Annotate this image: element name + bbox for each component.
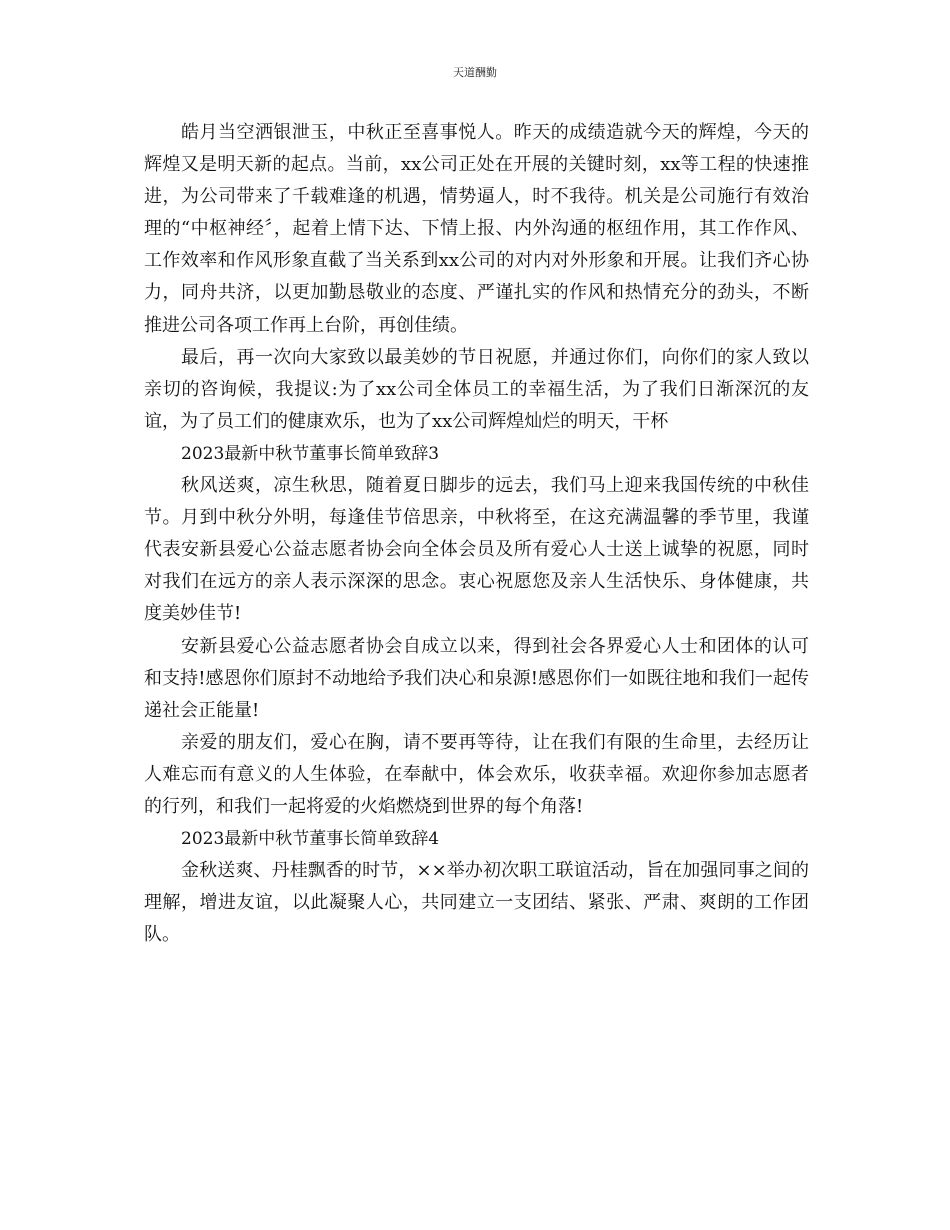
section-heading: 2023最新中秋节董事长简单致辞4 [181,829,440,850]
paragraph: 安新县爱心公益志愿者协会自成立以来，得到社会各界爱心人士和团体的认可和支持!感恩你们原封不动地给予我们决心和泉源!感恩你们一如既往地和我们一起传递社会正能量! [144,635,809,721]
paragraph: 皓月当空洒银泄玉，中秋正至喜事悦人。昨天的成绩造就今天的辉煌，今天的辉煌又是明天新的起点。当前，xx公司正处在开展的关键时刻，xx等工程的快速推进，为公司带来了千载难逢的机遇，情势逼人，时不我待。机关是公司施行有效治理的“中枢神经〞，起着上情下达、下情上报、内外沟通的枢纽作用，其工作作风、工作效率和作风形象直截了当关系到xx公司的对内对外形象和开展。让我们齐心协力，同舟共济，以更加勤恳敬业的态度、严谨扎实的作风和热情充分的劲头，不断推进公司各项工作再上台阶，再创佳绩。 [144,122,809,336]
paragraph: 最后，再一次向大家致以最美妙的节日祝愿，并通过你们，向你们的家人致以亲切的咨询候，我提议:为了xx公司全体员工的幸福生活，为了我们日渐深沉的友谊，为了员工们的健康欢乐，也为了xx公司辉煌灿烂的明天，干杯 [144,346,809,432]
page-header: 天道酬勤 [453,66,497,79]
paragraph: 金秋送爽、丹桂飘香的时节，××举办初次职工联谊活动，旨在加强同事之间的理解，增进友谊，以此凝聚人心，共同建立一支团结、紧张、严肃、爽朗的工作团队。 [144,860,809,946]
section-heading: 2023最新中秋节董事长简单致辞3 [181,443,440,464]
document-body [144,117,809,951]
paragraph: 亲爱的朋友们，爱心在胸，请不要再等待，让在我们有限的生命里，去经历让人难忘而有意义的人生体验，在奉献中，体会欢乐，收获幸福。欢迎你参加志愿者的行列，和我们一起将爱的火焰燃烧到世界的每个角落! [144,731,809,817]
paragraph: 秋风送爽，凉生秋思，随着夏日脚步的远去，我们马上迎来我国传统的中秋佳节。月到中秋分外明，每逢佳节倍思亲，中秋将至，在这充满温馨的季节里，我谨代表安新县爱心公益志愿者协会向全体会员及所有爱心人士送上诚挚的祝愿，同时对我们在远方的亲人表示深深的思念。衷心祝愿您及亲人生活快乐、身体健康，共度美妙佳节! [144,475,809,625]
